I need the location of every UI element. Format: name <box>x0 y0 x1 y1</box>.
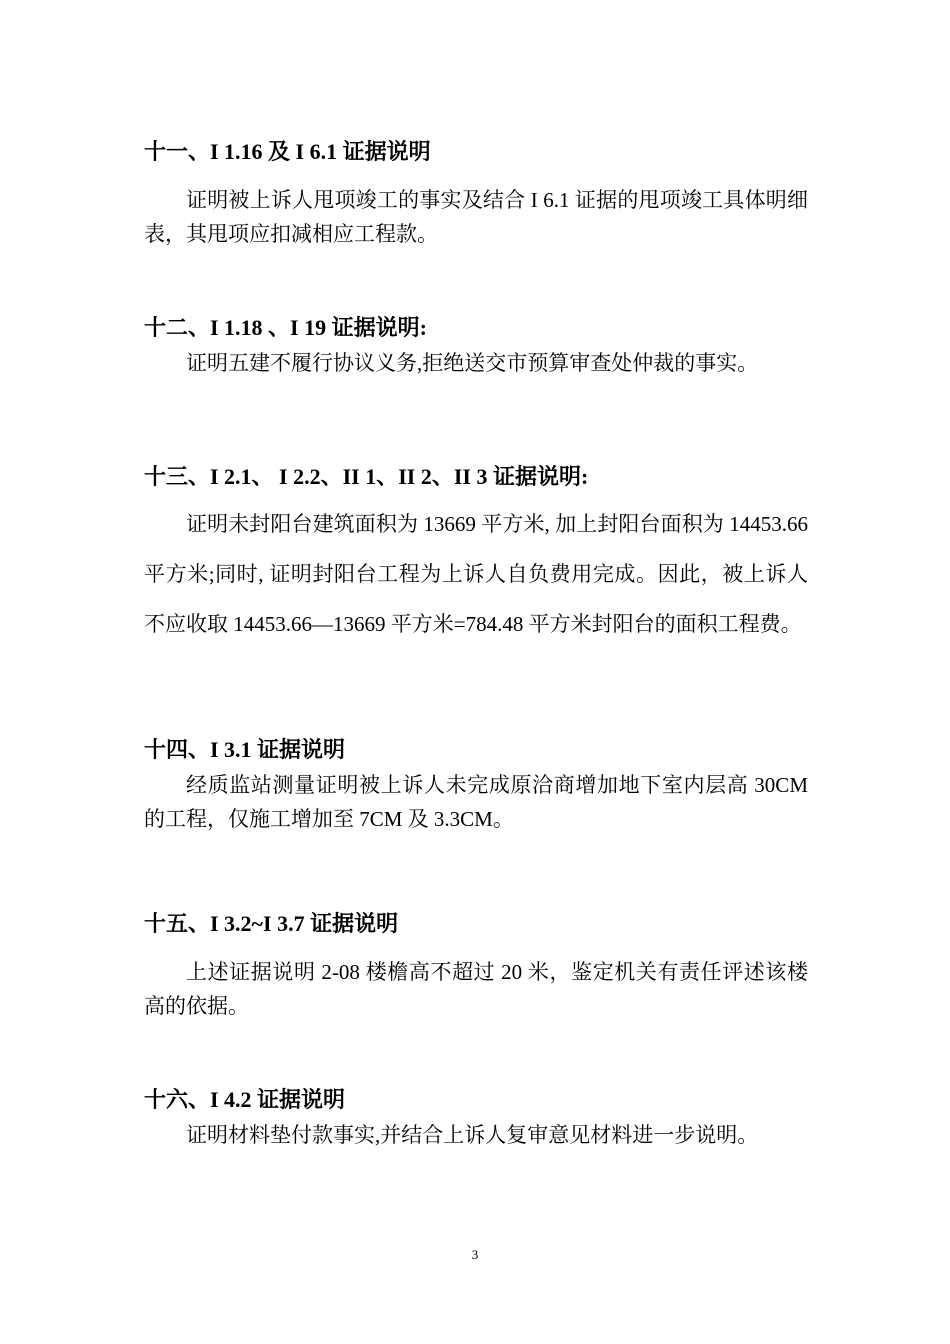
section-11-body: 证明被上诉人甩项竣工的事实及结合 I 6.1 证据的甩项竣工具体明细表，其甩项应扣减相应工程款。 <box>144 188 808 246</box>
section-13-heading: 十三、I 2.1、 I 2.2、II 1、II 2、II 3 证据说明: <box>144 464 589 489</box>
section-11-heading: 十一、I 1.16 及 I 6.1 证据说明 <box>144 139 431 164</box>
section-12-heading: 十二、I 1.18 、I 19 证据说明: <box>144 315 427 340</box>
section-16-heading: 十六、I 4.2 证据说明 <box>144 1087 346 1112</box>
section-16-body: 证明材料垫付款事实,并结合上诉人复审意见材料进一步说明。 <box>186 1123 759 1147</box>
section-15-body: 上述证据说明 2-08 楼檐高不超过 20 米，鉴定机关有责任评述该楼高的依据。 <box>144 960 808 1018</box>
section-14-body: 经质监站测量证明被上诉人未完成原洽商增加地下室内层高 30CM 的工程，仅施工增加至 7CM 及 3.3CM。 <box>144 773 808 831</box>
section-12-body: 证明五建不履行协议义务,拒绝送交市预算审查处仲裁的事实。 <box>186 351 759 375</box>
section-15-heading: 十五、I 3.2~I 3.7 证据说明 <box>144 911 399 936</box>
section-13-body: 证明未封阳台建筑面积为 13669 平方米, 加上封阳台面积为 14453.66 平方米;同时, 证明封阳台工程为上诉人自负费用完成。因此，被上诉人不应收取 14453.66—13669 平方米=784.48 平方米封阳台的面积工程费。 <box>144 512 808 636</box>
page-number: 3 <box>471 1247 479 1262</box>
section-14-heading: 十四、I 3.1 证据说明 <box>144 737 346 762</box>
